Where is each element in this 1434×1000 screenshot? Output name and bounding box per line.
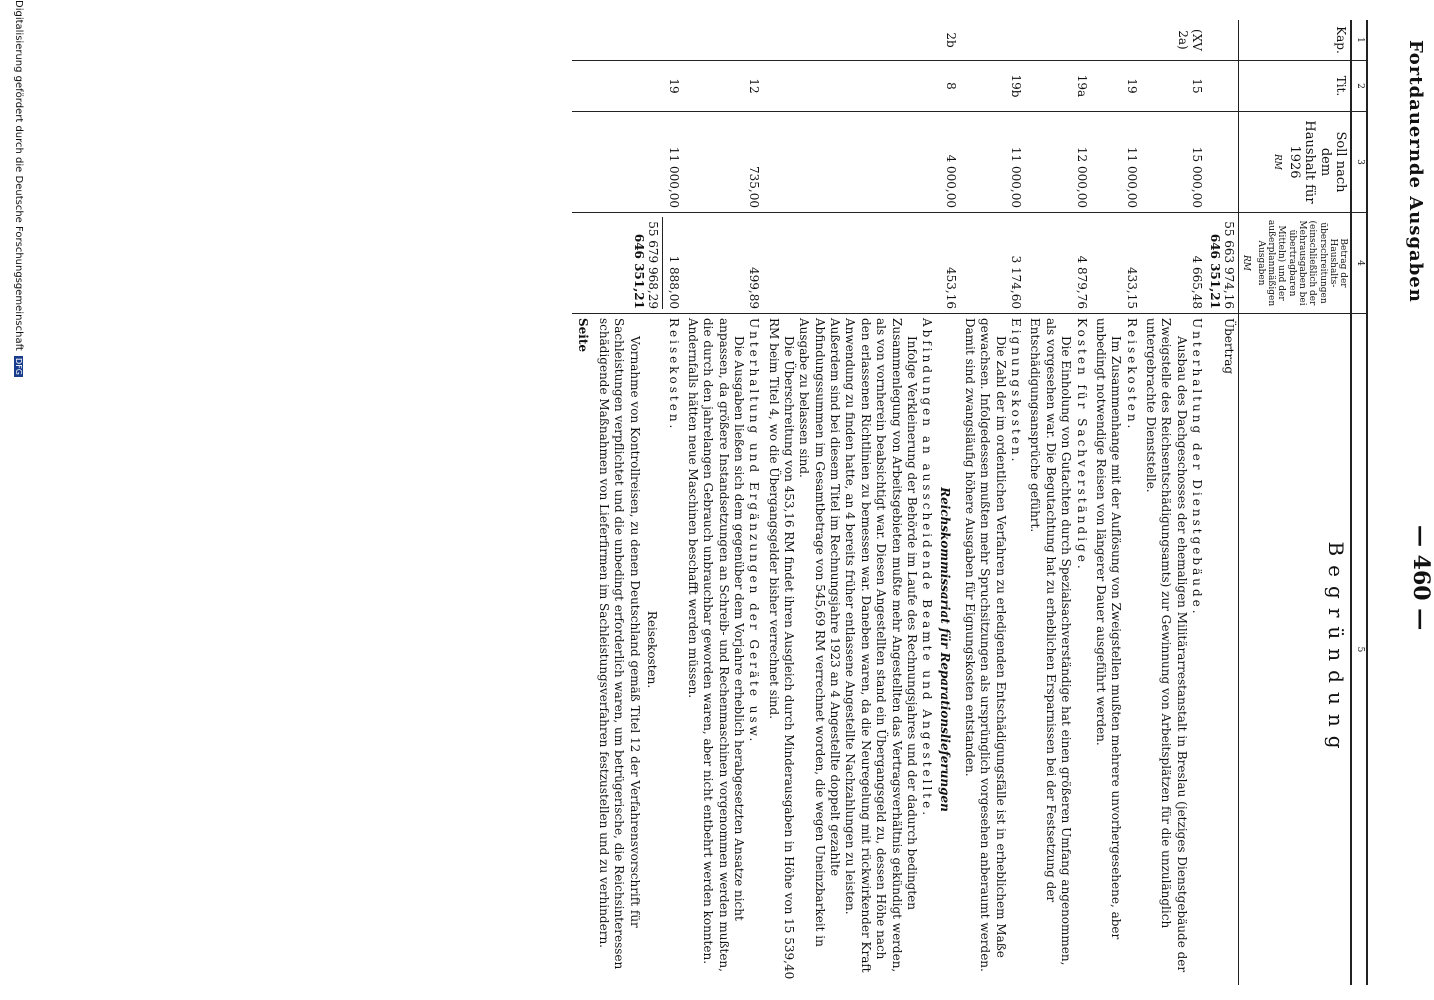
tit-cell: 8 <box>763 61 959 112</box>
column-number: 4 <box>1351 213 1367 314</box>
tit-cell: 19b <box>960 61 1025 112</box>
dfg-logo: DFG <box>14 358 23 375</box>
entry-heading: Abfindungen an ausscheidende Beamte und Angestellte. <box>920 318 935 819</box>
begruendung-cell <box>572 314 682 986</box>
soll-cell: 11 000,00 <box>960 112 1025 213</box>
column-header-row <box>1239 20 1352 985</box>
entry-text: Die Überschreitung von 453,16 RM findet ihren Ausgleich durch Minderausgaben in Höhe von 15 539,40 RM beim Titel 4, wo die Übergangsgelder bisher verrechnet sind. <box>766 318 797 980</box>
entry-text: Vornahme von Kontrollreisen, zu denen Deutschland gemäß Titel 12 der Verfahrensvorschrift für Sachleistungen verpflichtet und die unbedingt erforderlich waren, um betrügerische, die Reichsinteressen schädigende Maßnahmen von Lieferfirmen im Sachleistungsverfahren festzustellen und zu verhindern. <box>597 318 642 970</box>
table-row <box>960 20 1025 985</box>
tit-cell: 12 <box>683 61 764 112</box>
entry-heading: Eignungskosten. <box>1009 318 1024 465</box>
header-begruendung: Begründung <box>1239 314 1352 986</box>
running-header: Fortdauernde Ausgaben <box>1405 40 1426 303</box>
begruendung-cell <box>1025 314 1090 986</box>
header-kap: Kap. <box>1239 20 1352 61</box>
table-row <box>572 20 682 985</box>
soll-cell: 735,00 <box>683 112 764 213</box>
kap-cell <box>1025 20 1090 61</box>
column-number: 3 <box>1351 112 1367 213</box>
entry-text: Ausbau des Dachgeschosses der ehemaligen Militärarrestanstalt in Breslau (jetziges Dienstgebäude der Zweigstelle des Reichsentschädigungsamts) zur Gewinnung von Arbeitsplätzen für die unzulänglich untergebrachte Dienststelle. <box>1143 318 1189 973</box>
entry-text: Infolge Verkleinerung der Behörde im Laufe des Rechnungsjahres und der dadurch bedingten Zusammenlegung von Arbeitsgebieten mußte mehr Angestellten das Vertragsverhältnis gekündigt werden, als von vornherein beabsichtigt war. Diesen Angestellten stand ein Übergangsgeld zu, dessen Höhe nach den erlassenen Richtlinien zu bemessen war. Daneben waren, da die Neuregelung mit rückwirkender Kraft Anwendung zu finden hatte, an 4 bereits früher entlassene Angestellte Nachzahlungen zu leisten. Außerdem sind bei diesem Titel im Rechnungsjahre 1923 an 4 Angestellte doppelt gezahlte Abfindungssummen im Gesamtbetrage von 545,69 RM verrechnet worden, die wegen Uneinzbarkeit in Ausgabe zu belassen sind. <box>797 318 919 973</box>
begruendung-cell <box>1091 314 1141 986</box>
soll-cell: 4 000,00 <box>763 112 959 213</box>
digitization-credit: Digitalisierung gefördert durch die Deutsche Forschungsgemeinschaft DFG <box>13 0 24 375</box>
soll-cell: 11 000,00 <box>572 112 682 213</box>
header-tit: Tit. <box>1239 61 1352 112</box>
table-row <box>1025 20 1090 985</box>
carry-in-label: Übertrag <box>1222 318 1237 375</box>
kap-cell <box>683 20 764 61</box>
table-row <box>763 20 959 985</box>
entry-text: Die Einholung von Gutachten durch Spezialsachverständige hat einen größeren Umfang angenommen, als vorgesehen war. Die Begutachtung hat zu erheblichen Ersparnissen bei der Festsetzung der Entschädigungsansprüche geführt. <box>1028 318 1074 966</box>
tit-cell: 15 <box>1141 61 1206 112</box>
unit-label: RM <box>1272 154 1283 170</box>
kap-cell <box>572 20 682 61</box>
tit-cell: 19 <box>1091 61 1141 112</box>
table-row <box>1141 20 1206 985</box>
betrag-cell: 499,89 <box>683 213 764 314</box>
entry-subheading: Reisekosten. <box>645 610 660 689</box>
betrag-cell: 3 174,60 <box>960 213 1025 314</box>
table-row <box>1091 20 1141 985</box>
kap-cell: (XV 2a) <box>1141 20 1206 61</box>
begruendung-cell <box>1141 314 1206 986</box>
betrag-cell: 1 888,00 55 679 968,29 646 351,21 <box>572 213 682 314</box>
carry-in-row <box>1206 20 1239 985</box>
carry-out-amount: 55 679 968,29 646 351,21 <box>632 217 663 309</box>
entry-text: Die Ausgaben ließen sich dem gegenüber dem Vorjahre erheblich herabgesetzten Ansatze nicht anpassen, da größere Instandsetzungen an Schreib- und Rechenmaschinen vorgenommen werden mußten, die durch den jahrelangen Gebrauch unbrauchbar geworden waren, aber nicht entbehrt werden konnten. Andernfalls hätten neue Maschinen beschafft werden müssen. <box>685 318 746 972</box>
column-number-row <box>1351 20 1367 985</box>
entry-heading: Kosten für Sachverständige. <box>1074 318 1089 572</box>
unit-label: RM <box>1241 255 1252 271</box>
table-row <box>683 20 764 985</box>
entry-heading: Reisekosten. <box>1124 318 1139 432</box>
carry-out-label: Seite <box>575 318 590 353</box>
begruendung-cell <box>763 314 959 986</box>
betrag-cell: 4 879,76 <box>1025 213 1090 314</box>
soll-cell: 15 000,00 <box>1141 112 1206 213</box>
entry-heading: Unterhaltung der Dienstgebäude. <box>1190 318 1205 617</box>
kap-cell: 2b <box>763 20 959 61</box>
carry-in-amount: 55 663 974,16 646 351,21 <box>1206 213 1239 314</box>
tit-cell: 19a <box>1025 61 1090 112</box>
header-soll: Soll nach dem Haushalt für 1926 RM <box>1239 112 1352 213</box>
section-title: Reichskommissariat für Reparationslieferungen <box>937 487 952 812</box>
soll-cell: 12 000,00 <box>1025 112 1090 213</box>
begruendung-cell <box>960 314 1025 986</box>
begruendung-cell <box>683 314 764 986</box>
column-number: 5 <box>1351 314 1367 986</box>
betrag-cell: 453,16 <box>763 213 959 314</box>
entry-heading: Reisekosten. <box>666 318 681 432</box>
kap-cell <box>960 20 1025 61</box>
column-number: 2 <box>1351 61 1367 112</box>
entry-text: Im Zusammenhange mit der Auflösung von Zweigstellen mußten mehrere unvorhergesehene, aber unbedingt notwendige Reisen von längerer Dauer ausgeführt werden. <box>1093 318 1124 940</box>
soll-cell: 11 000,00 <box>1091 112 1141 213</box>
betrag-cell: 4 665,48 <box>1141 213 1206 314</box>
column-number: 1 <box>1351 20 1367 61</box>
betrag-cell: 433,15 <box>1091 213 1141 314</box>
header-betrag: Betrag der Haushalts- überschreitungen (einschließlich der Mehrausgaben bei übertragbaren Mitteln) und der außerplanmäßigen Ausgaben RM <box>1239 213 1352 314</box>
entry-text: Die Zahl der im ordentlichen Verfahren zu erledigenden Entschädigungsfälle ist in erheblichem Maße gewachsen. Infolgedessen mußten mehr Spruchsitzungen als ursprünglich vorgesehen anberaumt werden. Damit sind zwangsläufig höhere Ausgaben für Eignungskosten entstanden. <box>963 318 1008 972</box>
page-number: — 460 — <box>1408 525 1434 631</box>
entry-heading: Unterhaltung und Ergänzungen der Geräte usw. <box>747 318 762 745</box>
tit-cell: 19 <box>572 61 682 112</box>
budget-table <box>572 20 1368 985</box>
kap-cell <box>1091 20 1141 61</box>
